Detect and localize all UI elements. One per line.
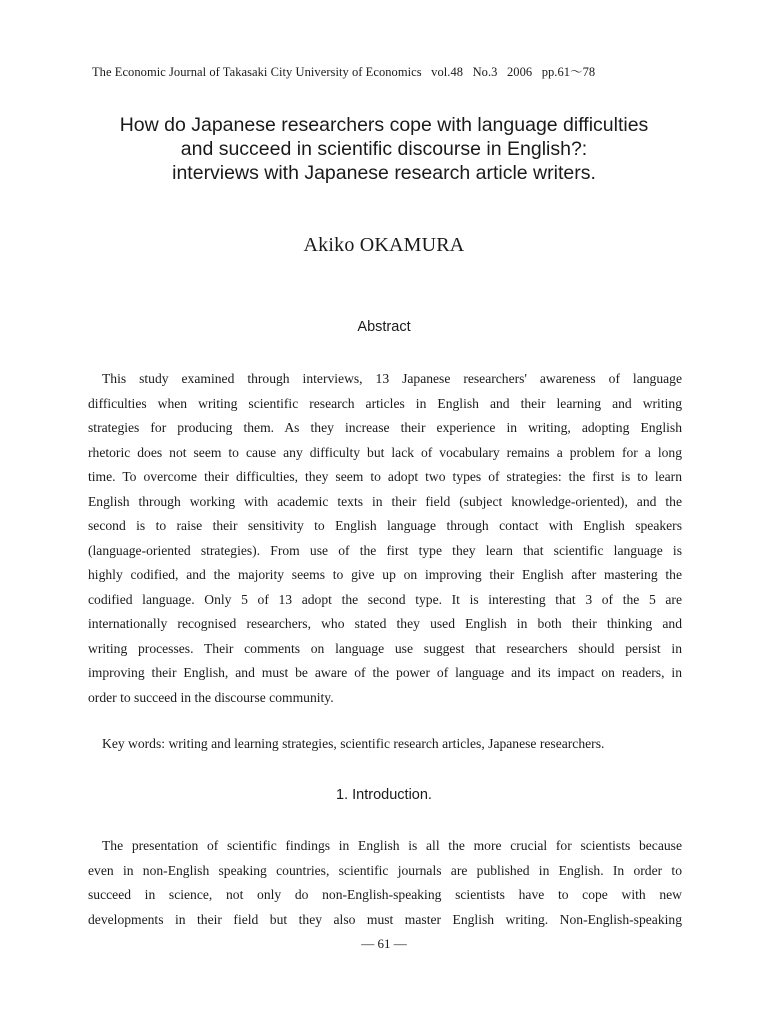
abstract-line: time. To overcome their difficulties, they seem to adopt two types of strategies: the first is to learn: [88, 469, 682, 484]
abstract-line: highly codified, and the majority seems to give up on improving their English after mastering the: [88, 567, 682, 582]
abstract-line: strategies for producing them. As they increase their experience in writing, adopting English: [88, 420, 682, 435]
introduction-body: [88, 834, 682, 932]
abstract-line: difficulties when writing scientific research articles in English and their learning and writing: [88, 395, 682, 411]
abstract-line: writing processes. Their comments on language use suggest that researchers should persist in: [88, 640, 682, 656]
title-line: interviews with Japanese research article writers.: [172, 162, 596, 184]
abstract-line: order to succeed in the discourse community.: [88, 689, 334, 705]
abstract-line: English through working with academic texts in their field (subject knowledge-oriented), and the: [88, 493, 682, 509]
abstract-body: [88, 367, 682, 710]
title-line: How do Japanese researchers cope with language difficulties: [119, 114, 649, 136]
title-line: and succeed in scientific discourse in English?:: [180, 138, 588, 160]
page-number: ― 61 ―: [361, 936, 407, 951]
abstract-line: second is to raise their sensitivity to English language through contact with English speakers: [88, 518, 682, 533]
abstract-line: This study examined through interviews, 13 Japanese researchers' awareness of language: [102, 371, 682, 386]
introduction-line: developments in their field but they also must master English writing. Non-English-speaking: [88, 911, 682, 927]
abstract-line: internationally recognised researchers, who stated they used English in both their thinking and: [88, 616, 682, 631]
introduction-heading: 1. Introduction.: [336, 787, 432, 803]
abstract-line: codified language. Only 5 of 13 adopt the second type. It is interesting that 3 of the 5 are: [88, 591, 682, 607]
abstract-line: rhetoric does not seem to cause any difficulty but lack of vocabulary remains a problem for a long: [88, 444, 682, 460]
keywords: Key words: writing and learning strategies, scientific research articles, Japanese researchers.: [102, 736, 605, 751]
abstract-heading: Abstract: [357, 319, 411, 335]
paper-title: [60, 113, 708, 185]
introduction-line: even in non-English speaking countries, scientific journals are published in English. In order to: [88, 862, 682, 878]
introduction-line: succeed in science, not only do non-English-speaking scientists have to cope with new: [88, 887, 682, 902]
author-name: Akiko OKAMURA: [303, 234, 465, 256]
abstract-line: (language-oriented strategies). From use of the first type they learn that scientific language is: [88, 542, 682, 558]
journal-header: The Economic Journal of Takasaki City University of Economics vol.48 No.3 2006 pp.61～78: [92, 65, 596, 79]
introduction-line: The presentation of scientific findings in English is all the more crucial for scientists because: [102, 838, 682, 853]
abstract-line: improving their English, and must be aware of the power of language and its impact on readers, in: [88, 665, 682, 680]
